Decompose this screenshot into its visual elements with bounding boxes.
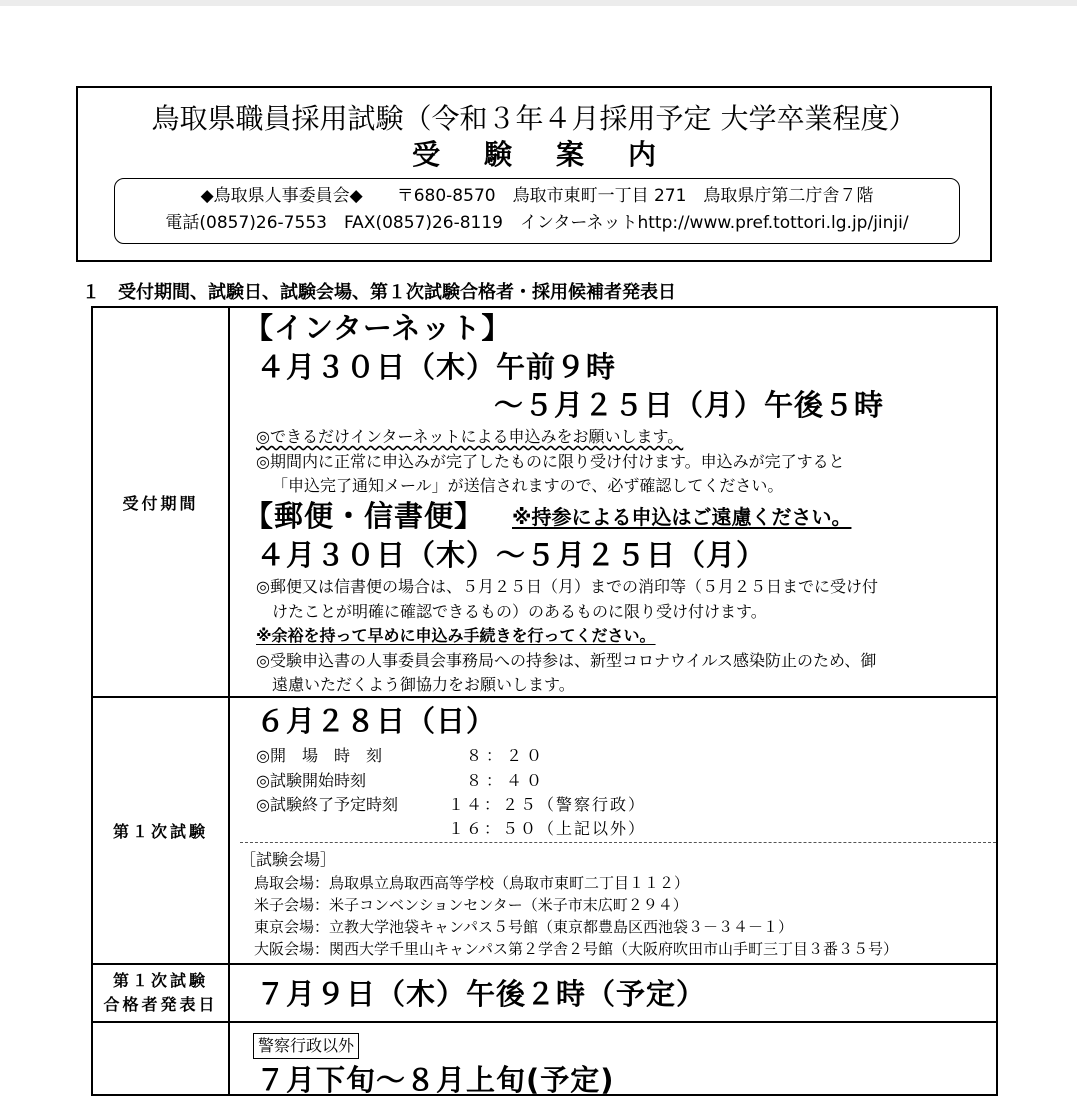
table-column-divider xyxy=(228,306,230,1096)
venue-item: 大阪会場：関西大学千里山キャンパス第２学舎２号館（大阪府吹田市山手町三丁目３番３５号） xyxy=(254,940,898,958)
section-heading: １ 受付期間、試験日、試験会場、第１次試験合格者・採用候補者発表日 xyxy=(82,282,676,303)
internet-header: 【インターネット】 xyxy=(244,311,512,345)
row-label-result1-line1: 第１次試験 xyxy=(112,971,208,990)
note-postmark-1: ◎郵便又は信書便の場合は、５月２５日（月）までの消印等（５月２５日までに受け付 xyxy=(256,577,878,596)
note-postmark-2: けたことが明確に確認できるもの）のあるものに限り受け付けます。 xyxy=(272,602,767,621)
venue-item: 鳥取会場：鳥取県立鳥取西高等学校（鳥取市東町二丁目１１２） xyxy=(254,874,690,892)
note-completion-1: ◎期間内に正常に申込みが完了したものに限り受け付けます。申込みが完了すると xyxy=(256,452,845,471)
page-title: 鳥取県職員採用試験（令和３年４月採用予定 大学卒業程度） xyxy=(151,102,917,135)
note-covid-2: 遠慮いただくよう御協力をお願いします。 xyxy=(272,675,575,694)
table-row-divider xyxy=(91,1021,998,1023)
contact-phone-url: 電話(0857)26-7553 FAX(0857)26-8119 インターネットhttp://www.pref.tottori.lg.jp/jinji/ xyxy=(165,213,909,233)
next-row-date-partial: ７月下旬～８月上旬(予定) xyxy=(256,1063,615,1097)
exam1-time-label: ◎開 場 時 刻 xyxy=(256,746,382,765)
venue-item: 東京会場：立教大学池袋キャンパス５号館（東京都豊島区西池袋３－３４－１） xyxy=(254,918,793,936)
page-subtitle: 受験案内 xyxy=(411,138,700,171)
mail-warning: ※持参による申込はご遠慮ください。 xyxy=(512,505,852,529)
note-internet-preferred: ◎できるだけインターネットによる申込みをお願いします。 xyxy=(256,427,684,446)
exam1-time-label: ◎試験開始時刻 xyxy=(256,771,366,790)
venue-header: ［試験会場］ xyxy=(240,850,337,869)
note-covid-1: ◎受験申込書の人事委員会事務局への持参は、新型コロナウイルス感染防止のため、御 xyxy=(256,651,877,670)
row-label-exam1: 第１次試験 xyxy=(112,822,208,841)
row-label-result1-line2: 合格者発表日 xyxy=(103,995,218,1014)
table-row-divider xyxy=(91,963,998,965)
note-completion-2: 「申込完了通知メール」が送信されますので、必ず確認してください。 xyxy=(272,476,784,495)
internet-end: ～５月２５日（月）午後５時 xyxy=(494,388,885,422)
note-apply-early: ※余裕を持って早めに申込み手続きを行ってください。 xyxy=(256,626,656,645)
exam1-time-value: １６：５０（上記以外） xyxy=(448,819,647,838)
category-tag: 警察行政以外 xyxy=(253,1033,359,1059)
mail-header: 【郵便・信書便】 xyxy=(244,499,485,533)
exam1-time-label: ◎試験終了予定時刻 xyxy=(256,795,398,814)
header-box xyxy=(76,86,992,262)
contact-box xyxy=(114,178,960,244)
row-label-reception: 受付期間 xyxy=(122,494,199,513)
venue-divider xyxy=(240,842,996,843)
exam1-time-value: ８：２０ xyxy=(466,746,547,765)
exam1-time-value: １４：２５（警察行政） xyxy=(448,795,647,814)
mail-period: ４月３０日（木）～５月２５日（月） xyxy=(256,538,767,572)
result1-date: ７月９日（木）午後２時（予定） xyxy=(256,977,707,1011)
venue-item: 米子会場：米子コンベンションセンター（米子市末広町２９４） xyxy=(254,896,688,914)
exam1-date: ６月２８日（日） xyxy=(256,704,497,738)
contact-address: ◆鳥取県人事委員会◆ 〒680-8570 鳥取市東町一丁目 271 鳥取県庁第二庁舎７階 xyxy=(200,186,874,206)
viewer-top-bar xyxy=(0,0,1077,6)
internet-start: ４月３０日（木）午前９時 xyxy=(256,350,617,384)
exam1-time-value: ８：４０ xyxy=(466,771,547,790)
